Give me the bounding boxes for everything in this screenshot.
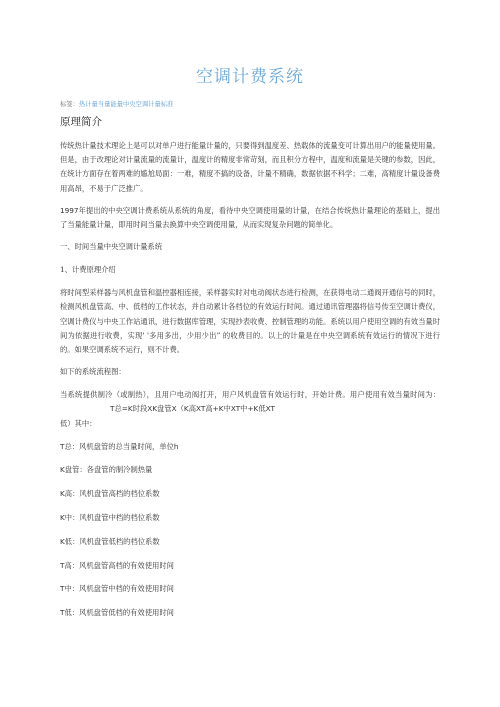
definition-symbol: T低	[60, 608, 72, 618]
document-title: 空调计费系统	[196, 67, 304, 87]
definition-item	[60, 463, 440, 477]
definition-item	[60, 511, 440, 525]
definition-text: ：风机盘管高档的有效使用时间	[71, 560, 174, 570]
definition-symbol: K盘管	[60, 465, 80, 475]
heading-2: 1、计费原理介绍	[60, 265, 116, 275]
definition-text: ：风机盘管低档的有效使用时间	[71, 608, 174, 618]
formula: T总=K时段XK盘管X（K高XT高+K中XT中+K低XT	[110, 404, 275, 414]
definition-text: ：风机盘管的总当量时间，单位	[71, 441, 174, 451]
formula-continuation: 低）其中：	[60, 418, 97, 428]
definition-item	[60, 582, 440, 596]
tags-line	[60, 99, 440, 108]
paragraph-2	[60, 204, 440, 232]
definition-item	[60, 487, 440, 501]
paragraph-5-text: 当系统提供制冷（或制热），且用户电动阀打开，用户风机盘管有效运行时，开始计费。用户使用有效当量时间为：	[60, 390, 440, 400]
tags-label: 标签：	[60, 101, 79, 108]
paragraph-2-text: 年提出的中央空调计费系统从系统的角度，看待中央空调使用量的计量，在结合传统热计量理论的基础上，提出了当量能量计量，即用时间当量去换算中央空调使用量，从而实现复杂问题的简单化。	[60, 205, 440, 230]
definition-item	[60, 559, 440, 573]
definition-unit: h	[173, 441, 179, 451]
definition-symbol: K低	[60, 536, 73, 546]
paragraph-5	[60, 388, 440, 416]
definition-text: ：各盘管的制冷制热量	[79, 465, 153, 475]
definition-text: ：风机盘管中档的档位系数	[72, 513, 160, 523]
tags-text[interactable]: 热计量当量能量中央空调计量标准	[78, 101, 174, 108]
paragraph-1: 传统热计量技术理论上是可以对单户进行能量计量的，只要得到温度差、热载体的流量变可计算出用户的能量使用量。但是，由于改理论对计量流量的流量计，温度计的精度非常苛刻，而且积分方程中，温度和流量是关键的参数，因此，在统计方面存在着两难的尴尬局面：一难，精度不搞的设备，计量不精确，数据依据不科学；二难，高精度计量设备费用高昂，不易于广泛推广。	[60, 141, 440, 193]
definition-item	[60, 535, 440, 549]
definition-item	[60, 440, 440, 454]
paragraph-3: 将时间型采样器与风机盘管和温控器相连接，采样器实时对电动阀状态进行检测，在获得电动二通阀开通信号的同时，检测风机盘管高、中、低档的工作状态，并自动累计各档位的有效运行时间。通过通讯管理器将信号传至空调计费仪，空调计费仪与中央工作站通讯，进行数据库管理，实现抄表收费、控制管理的功能。系统以用户使用空调的有效当量时间为依据进行收费，实现' '多用多出，少用少出” 的收费目的。以上的计量是在中央空调系统有效运行的情况下进行的。如果空调系统不运行，则不计费。	[60, 288, 440, 355]
definition-symbol: T中	[60, 584, 72, 594]
definition-text: ：风机盘管高档的档位系数	[72, 489, 160, 499]
definition-symbol: T总	[60, 441, 72, 451]
definition-symbol: T高	[60, 560, 72, 570]
definition-text: ：风机盘管中档的有效使用时间	[71, 584, 174, 594]
definition-item	[60, 606, 440, 620]
definition-list	[60, 440, 440, 621]
section-title: 原理简介	[60, 116, 102, 128]
paragraph-2-year: 1997	[60, 205, 79, 215]
definition-text: ：风机盘管低档的档位系数	[72, 536, 160, 546]
definition-symbol: K高	[60, 489, 73, 499]
paragraph-4: 如下的系统流程图：	[60, 367, 126, 377]
heading-1: 一、时间当量中央空调计量系统	[60, 242, 163, 252]
definition-symbol: K中	[60, 513, 73, 523]
